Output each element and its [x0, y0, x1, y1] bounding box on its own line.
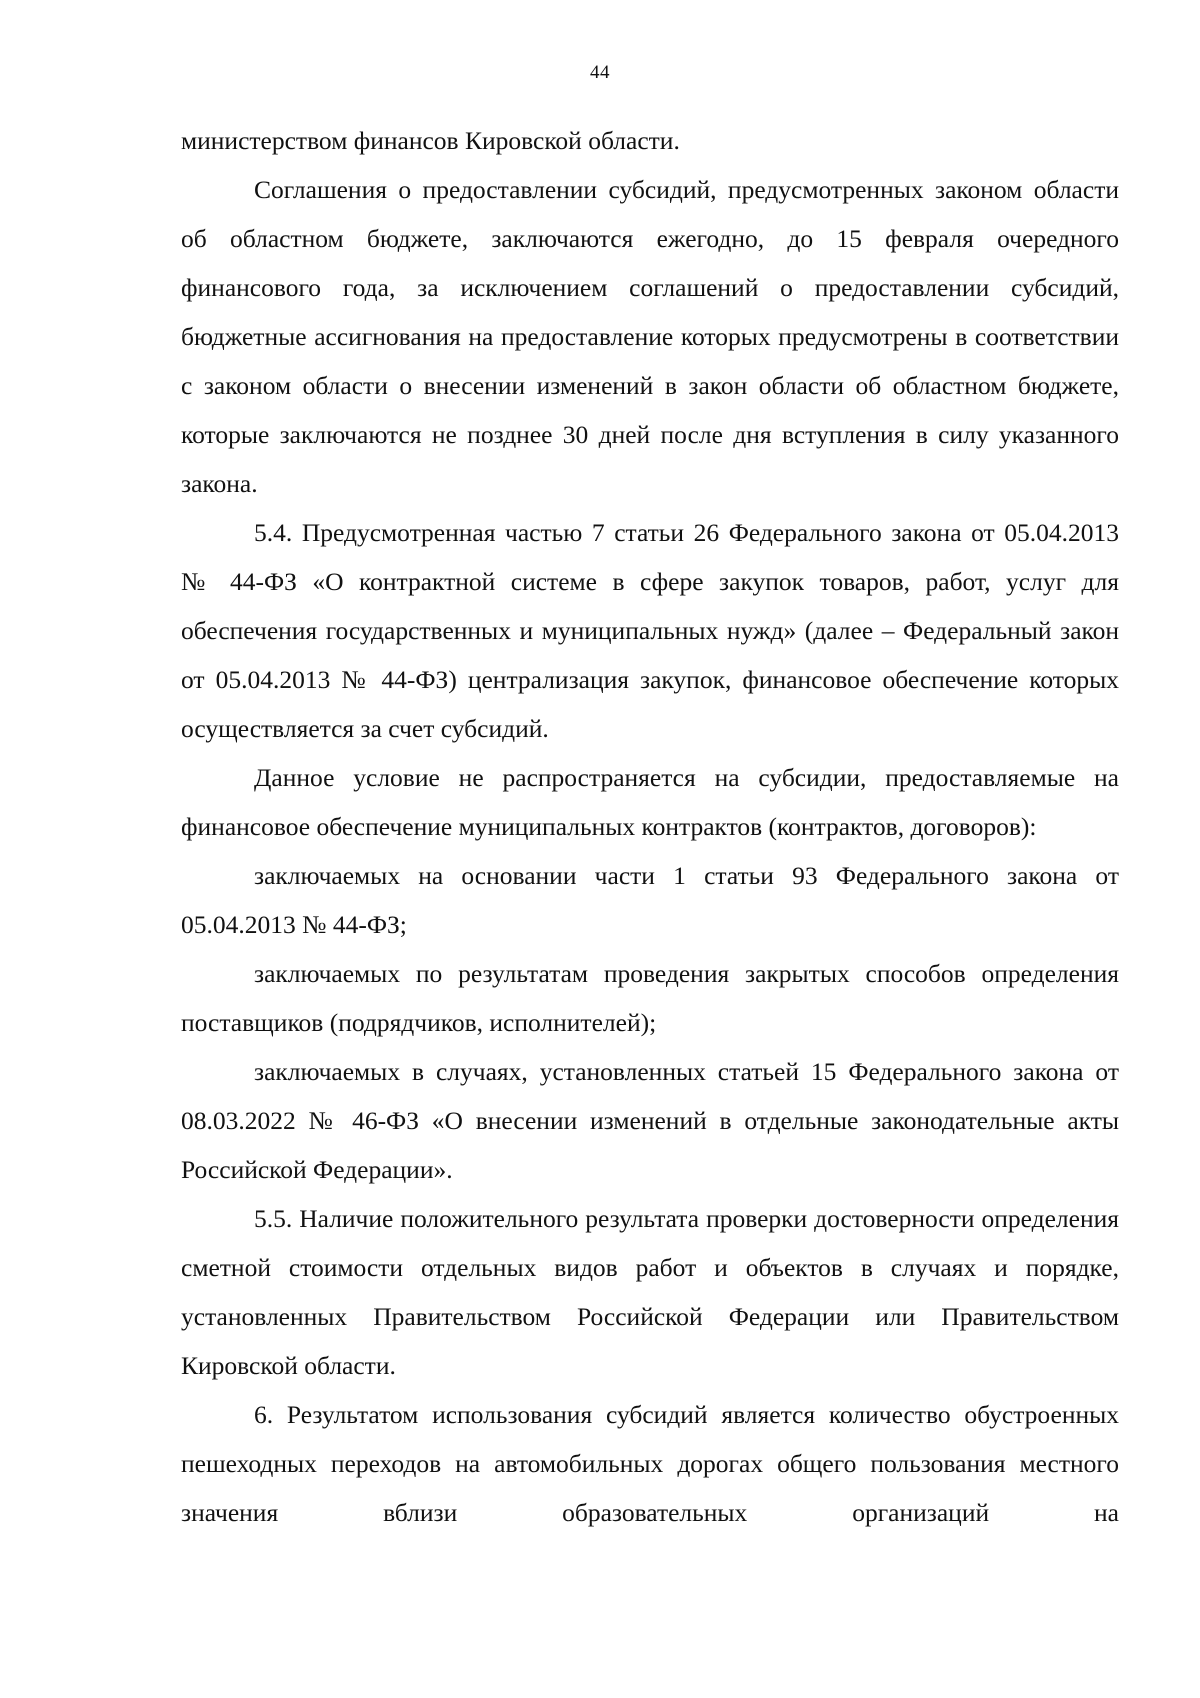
paragraph-2: Соглашения о предоставлении субсидий, предусмотренных законом области об областном бюджете, заключаются ежегодно, до 15 февраля очередного финансового года, за исключением соглашений о предоставлении субсидий, бюджетные ассигнования на предоставление которых предусмотрены в соответствии с законом области о внесении изменений в закон области об областном бюджете, которые заключаются не позднее 30 дней после дня вступления в силу указанного закона. [181, 175, 1119, 498]
page-number: 44 [590, 62, 610, 83]
paragraph-8: 5.5. Наличие положительного результата проверки достоверности определения сметной стоимости отдельных видов работ и объектов в случаях и порядке, установленных Правительством Российской Федерации или Правительством Кировской области. [181, 1204, 1119, 1380]
paragraph-4: Данное условие не распространяется на субсидии, предоставляемые на финансовое обеспечение муниципальных контрактов (контрактов, договоров): [181, 763, 1119, 841]
paragraph-9: 6. Результатом использования субсидий является количество обустроенных пешеходных переходов на автомобильных дорогах общего пользования местного значения вблизи образовательных организаций на [181, 1400, 1119, 1527]
paragraph-7: заключаемых в случаях, установленных статьей 15 Федерального закона от 08.03.2022 № 46-ФЗ «О внесении изменений в отдельные законодательные акты Российской Федерации». [181, 1057, 1119, 1184]
paragraph-1: министерством финансов Кировской области. [181, 126, 680, 155]
document-body [181, 116, 1119, 1537]
paragraph-6: заключаемых по результатам проведения закрытых способов определения поставщиков (подрядчиков, исполнителей); [181, 959, 1119, 1037]
paragraph-3: 5.4. Предусмотренная частью 7 статьи 26 Федерального закона от 05.04.2013 № 44-ФЗ «О контрактной системе в сфере закупок товаров, работ, услуг для обеспечения государственных и муниципальных нужд» (далее – Федеральный закон от 05.04.2013 № 44-ФЗ) централизация закупок, финансовое обеспечение которых осуществляется за счет субсидий. [181, 518, 1119, 743]
paragraph-5: заключаемых на основании части 1 статьи 93 Федерального закона от 05.04.2013 № 44-ФЗ; [181, 861, 1119, 939]
